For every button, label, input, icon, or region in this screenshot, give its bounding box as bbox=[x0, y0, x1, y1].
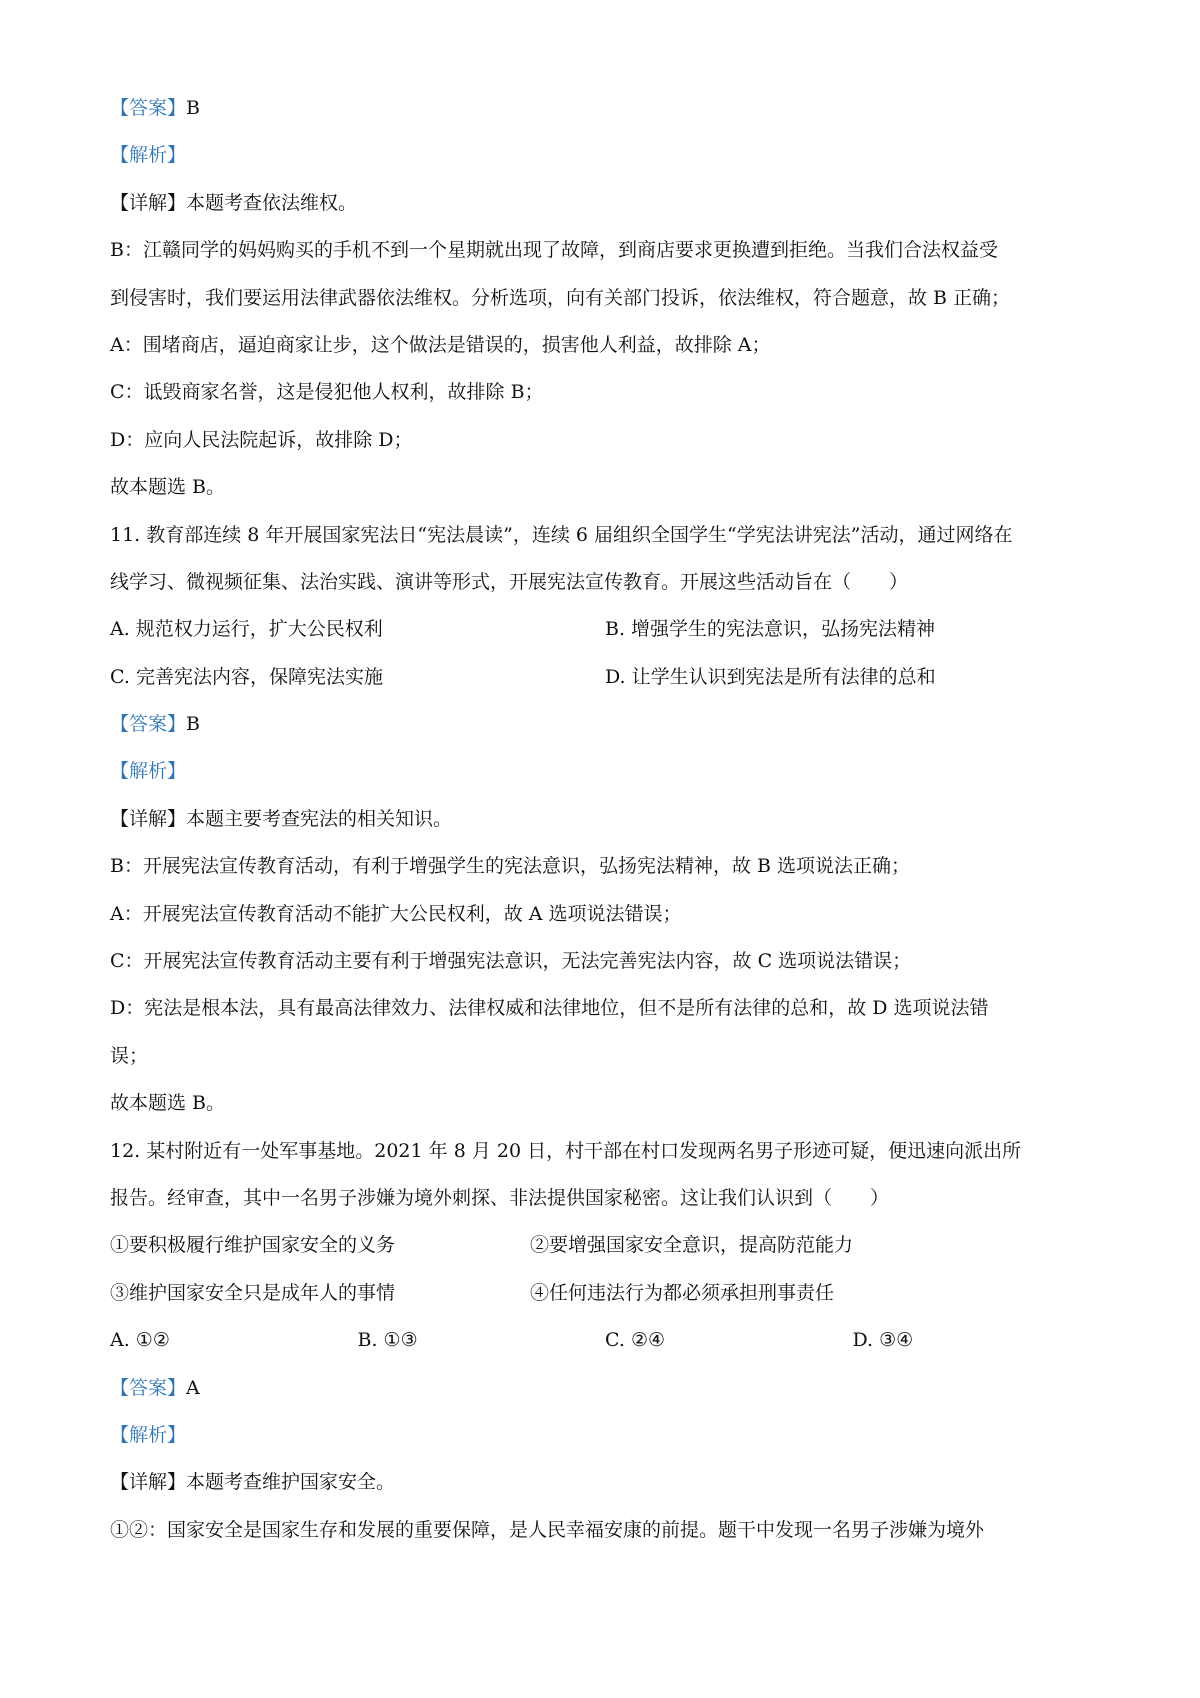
q11-line-5: 误； bbox=[110, 1044, 149, 1067]
q11-line-1: B：开展宪法宣传教育活动，有利于增强学生的宪法意识，弘扬宪法精神，故 B 选项说法正确； bbox=[110, 855, 911, 878]
q12-detail-text: 本题考查维护国家安全。 bbox=[186, 1471, 396, 1494]
q10-line-3: A：围堵商店，逼迫商家让步，这个做法是错误的，损害他人利益，故排除 A； bbox=[110, 333, 771, 356]
q10-detail-text: 本题考查依法维权。 bbox=[186, 191, 358, 214]
q12-option-d: D. ③④ bbox=[852, 1329, 914, 1352]
q12-analysis-line bbox=[110, 1423, 1100, 1447]
answer-tag: 【答案】 bbox=[110, 97, 187, 119]
q11-analysis-line bbox=[110, 759, 1100, 783]
q12-answer-value: A bbox=[186, 1376, 200, 1399]
q11-line-2: A：开展宪法宣传教育活动不能扩大公民权利，故 A 选项说法错误； bbox=[110, 902, 682, 925]
q11-stem-1: 11. 教育部连续 8 年开展国家宪法日“宪法晨读”，连续 6 届组织全国学生“学宪法讲宪法”活动，通过网络在 bbox=[110, 523, 1013, 546]
q11-detail-text: 本题主要考查宪法的相关知识。 bbox=[186, 807, 453, 830]
analysis-tag: 【解析】 bbox=[110, 144, 187, 167]
detail-tag: 【详解】 bbox=[110, 807, 187, 830]
q11-answer-line bbox=[110, 712, 1100, 736]
q11-option-d: D. 让学生认识到宪法是所有法律的总和 bbox=[605, 665, 936, 688]
q12-option-c: C. ②④ bbox=[605, 1329, 666, 1352]
q11-option-a: A. 规范权力运行，扩大公民权利 bbox=[110, 618, 383, 641]
q11-line-6: 故本题选 B。 bbox=[110, 1092, 226, 1115]
analysis-tag: 【解析】 bbox=[110, 760, 187, 783]
q11-options-row-1 bbox=[110, 617, 1100, 641]
detail-tag: 【详解】 bbox=[110, 1471, 187, 1494]
q12-statements-row-1 bbox=[110, 1233, 1100, 1257]
q11-line-3: C：开展宪法宣传教育活动主要有利于增强宪法意识，无法完善宪法内容，故 C 选项说法错误； bbox=[110, 950, 912, 973]
q12-stem-1: 12. 某村附近有一处军事基地。2021 年 8 月 20 日，村干部在村口发现两名男子形迹可疑，便迅速向派出所 bbox=[110, 1139, 1022, 1162]
q11-line-4: D：宪法是根本法，具有最高法律效力、法律权威和法律地位，但不是所有法律的总和，故 D 选项说法错 bbox=[110, 997, 989, 1020]
analysis-tag: 【解析】 bbox=[110, 1423, 187, 1446]
q10-line-2: 到侵害时，我们要运用法律武器依法维权。分析选项，向有关部门投诉，依法维权，符合题意，故 B 正确； bbox=[110, 286, 1011, 309]
q12-stem-2: 报告。经审查，其中一名男子涉嫌为境外刺探、非法提供国家秘密。这让我们认识到（ ） bbox=[110, 1186, 890, 1209]
q12-line-1: ①②：国家安全是国家生存和发展的重要保障，是人民幸福安康的前提。题干中发现一名男子涉嫌为境外 bbox=[110, 1518, 985, 1541]
document-page bbox=[110, 96, 1100, 1565]
q11-answer-value: B bbox=[186, 713, 200, 736]
q12-statement-4: ④任何违法行为都必须承担刑事责任 bbox=[530, 1281, 835, 1304]
q11-option-b: B. 增强学生的宪法意识，弘扬宪法精神 bbox=[605, 618, 936, 641]
q12-statements-row-2 bbox=[110, 1281, 1100, 1305]
q10-line-4: C：诋毁商家名誉，这是侵犯他人权利，故排除 B； bbox=[110, 381, 544, 404]
q12-options-row bbox=[110, 1328, 1100, 1352]
answer-tag: 【答案】 bbox=[110, 1376, 187, 1399]
detail-tag: 【详解】 bbox=[110, 191, 187, 214]
q12-option-b: B. ①③ bbox=[357, 1329, 418, 1352]
q10-answer-value: B bbox=[186, 97, 200, 119]
q10-line-5: D：应向人民法院起诉，故排除 D； bbox=[110, 428, 413, 451]
q12-option-a: A. ①② bbox=[110, 1329, 170, 1352]
q11-option-c: C. 完善宪法内容，保障宪法实施 bbox=[110, 665, 383, 688]
q10-line-6: 故本题选 B。 bbox=[110, 476, 226, 499]
q12-statement-3: ③维护国家安全只是成年人的事情 bbox=[110, 1281, 396, 1304]
q11-options-row-2 bbox=[110, 665, 1100, 689]
q10-detail-line bbox=[110, 191, 1100, 215]
q11-detail-line bbox=[110, 807, 1100, 831]
q12-statement-2: ②要增强国家安全意识，提高防范能力 bbox=[530, 1234, 854, 1257]
q10-line-1: B：江赣同学的妈妈购买的手机不到一个星期就出现了故障，到商店要求更换遭到拒绝。当我们合法权益受 bbox=[110, 239, 998, 262]
q12-answer-line bbox=[110, 1376, 1100, 1400]
q11-stem-2: 线学习、微视频征集、法治实践、演讲等形式，开展宪法宣传教育。开展这些活动旨在（ ） bbox=[110, 570, 909, 593]
answer-tag: 【答案】 bbox=[110, 713, 187, 736]
q10-analysis-line bbox=[110, 143, 1100, 167]
q12-statement-1: ①要积极履行维护国家安全的义务 bbox=[110, 1234, 396, 1257]
q12-detail-line bbox=[110, 1470, 1100, 1494]
q10-answer-line bbox=[110, 96, 1100, 120]
